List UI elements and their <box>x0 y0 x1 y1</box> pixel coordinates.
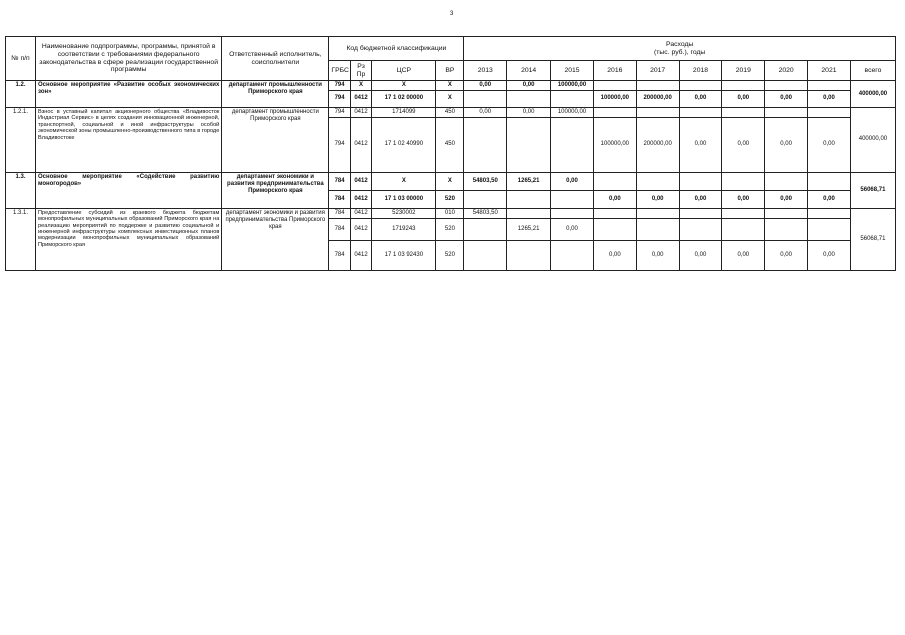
cell-grbs: 784 <box>329 240 350 270</box>
cell-csr: X <box>372 172 436 190</box>
row-name: Предоставление субсидий из краевого бюджета бюджетам монопрофильных муниципальных образований Приморского края на реализацию мероприятий по поддержке и развитию социальной и инженерной инфраструктуры комплексных инвестиционных планов модернизации монопрофильных муниципальных образований Приморского края <box>35 208 221 270</box>
cell-vr: X <box>436 172 464 190</box>
cell-empty <box>464 90 507 107</box>
row-executor: департамент промышленности Приморского края <box>222 81 329 108</box>
cell-empty <box>808 107 851 117</box>
row-number: 1.3. <box>6 172 36 208</box>
cell-empty <box>507 90 551 107</box>
header-row <box>6 37 896 61</box>
cell-empty <box>507 240 551 270</box>
cell-total: 400000,00 <box>850 81 895 108</box>
col-expenses <box>464 37 896 61</box>
cell-grbs: 794 <box>329 90 350 107</box>
cell-empty <box>507 117 551 172</box>
table-row <box>6 107 896 117</box>
cell-rzpr: 0412 <box>350 240 371 270</box>
cell-2014: 0,00 <box>507 81 551 91</box>
cell-empty <box>636 107 679 117</box>
col-year: 2014 <box>507 61 551 81</box>
cell-grbs: 784 <box>329 208 350 218</box>
cell-empty <box>551 90 594 107</box>
cell-2013: 54803,50 <box>464 172 507 190</box>
cell-2013: 54803,50 <box>464 208 507 218</box>
cell-empty <box>679 172 722 190</box>
cell-empty <box>593 208 636 218</box>
cell-empty <box>636 208 679 218</box>
cell-vr: 450 <box>436 107 464 117</box>
cell-2017: 200000,00 <box>636 117 679 172</box>
cell-empty <box>593 218 636 240</box>
cell-empty <box>464 117 507 172</box>
cell-2015: 0,00 <box>551 218 594 240</box>
cell-2014: 1265,21 <box>507 218 551 240</box>
cell-vr: X <box>436 81 464 91</box>
cell-2017: 0,00 <box>636 190 679 208</box>
cell-vr: 450 <box>436 117 464 172</box>
cell-2016: 0,00 <box>593 190 636 208</box>
cell-2021: 0,00 <box>808 240 851 270</box>
cell-2013: 0,00 <box>464 81 507 91</box>
cell-empty <box>636 81 679 91</box>
row-name: Основное мероприятие «Развитие особых экономических зон» <box>35 81 221 108</box>
cell-grbs: 794 <box>329 107 350 117</box>
cell-2020: 0,00 <box>765 90 808 107</box>
cell-rzpr: 0412 <box>350 107 371 117</box>
cell-empty <box>507 190 551 208</box>
cell-empty <box>722 218 765 240</box>
col-grbs: ГРБС <box>329 61 350 81</box>
col-total: всего <box>850 61 895 81</box>
cell-rzpr: 0412 <box>350 208 371 218</box>
cell-empty <box>636 172 679 190</box>
row-number: 1.2.1. <box>6 107 36 172</box>
col-year: 2015 <box>551 61 594 81</box>
cell-2016: 100000,00 <box>593 117 636 172</box>
cell-2018: 0,00 <box>679 190 722 208</box>
cell-2015: 0,00 <box>551 172 594 190</box>
cell-csr: 1714099 <box>372 107 436 117</box>
cell-grbs: 784 <box>329 218 350 240</box>
col-vr: ВР <box>436 61 464 81</box>
cell-empty <box>722 208 765 218</box>
cell-empty <box>765 107 808 117</box>
col-year: 2020 <box>765 61 808 81</box>
budget-table <box>5 36 896 271</box>
cell-empty <box>593 107 636 117</box>
table-row <box>6 81 896 91</box>
cell-2019: 0,00 <box>722 90 765 107</box>
cell-empty <box>551 208 594 218</box>
cell-empty <box>808 172 851 190</box>
cell-2020: 0,00 <box>765 190 808 208</box>
cell-csr: 17 1 02 00000 <box>372 90 436 107</box>
row-number: 1.2. <box>6 81 36 108</box>
cell-csr: 1719243 <box>372 218 436 240</box>
cell-2016: 100000,00 <box>593 90 636 107</box>
cell-rzpr: 0412 <box>350 172 371 190</box>
cell-grbs: 794 <box>329 117 350 172</box>
cell-empty <box>765 208 808 218</box>
col-rzpr: Рз Пр <box>350 61 371 81</box>
row-number: 1.3.1. <box>6 208 36 270</box>
cell-rzpr: 0412 <box>350 90 371 107</box>
col-year: 2018 <box>679 61 722 81</box>
cell-2016: 0,00 <box>593 240 636 270</box>
col-code-group: Код бюджетной классификации <box>329 37 464 61</box>
cell-2017: 0,00 <box>636 240 679 270</box>
cell-total: 400000,00 <box>850 107 895 172</box>
cell-empty <box>593 172 636 190</box>
cell-vr: 520 <box>436 190 464 208</box>
cell-rzpr: 0412 <box>350 117 371 172</box>
cell-csr: X <box>372 81 436 91</box>
cell-empty <box>722 81 765 91</box>
cell-rzpr: 0412 <box>350 218 371 240</box>
cell-empty <box>507 208 551 218</box>
cell-empty <box>679 107 722 117</box>
cell-empty <box>679 81 722 91</box>
cell-2019: 0,00 <box>722 240 765 270</box>
table-row <box>6 172 896 190</box>
cell-grbs: 784 <box>329 190 350 208</box>
col-exec: Ответственный исполнитель, соисполнители <box>222 37 329 81</box>
cell-vr: X <box>436 90 464 107</box>
cell-2019: 0,00 <box>722 190 765 208</box>
cell-empty <box>765 81 808 91</box>
cell-empty <box>765 218 808 240</box>
cell-rzpr: 0412 <box>350 190 371 208</box>
cell-2014: 1265,21 <box>507 172 551 190</box>
cell-csr: 17 1 03 00000 <box>372 190 436 208</box>
table-row <box>6 208 896 218</box>
col-year: 2013 <box>464 61 507 81</box>
cell-empty <box>464 240 507 270</box>
cell-empty <box>464 218 507 240</box>
cell-grbs: 784 <box>329 172 350 190</box>
expenses-subtitle: (тыс. руб.), годы <box>654 48 706 56</box>
cell-csr: 17 1 02 40990 <box>372 117 436 172</box>
row-executor: департамент экономики и развития предпринимательства Приморского края <box>222 172 329 208</box>
cell-vr: 010 <box>436 208 464 218</box>
cell-grbs: 794 <box>329 81 350 91</box>
cell-2021: 0,00 <box>808 117 851 172</box>
cell-2018: 0,00 <box>679 90 722 107</box>
cell-2015: 100000,00 <box>551 107 594 117</box>
row-executor: департамент промышленности Приморского края <box>222 107 329 172</box>
col-csr: ЦСР <box>372 61 436 81</box>
cell-2021: 0,00 <box>808 190 851 208</box>
cell-2015: 100000,00 <box>551 81 594 91</box>
row-name: Взнос в уставный капитал акционерного общества «Владивосток Индастриал Сервис» в целях создания инновационной инженерной, транспортной, социальной и иной инфраструктуры особой экономической зоны промышленно-производственного типа в городе Владивостоке <box>35 107 221 172</box>
cell-empty <box>808 208 851 218</box>
cell-empty <box>722 107 765 117</box>
cell-total: 56068,71 <box>850 172 895 208</box>
cell-rzpr: X <box>350 81 371 91</box>
cell-2017: 200000,00 <box>636 90 679 107</box>
cell-2021: 0,00 <box>808 90 851 107</box>
cell-empty <box>464 190 507 208</box>
cell-2020: 0,00 <box>765 117 808 172</box>
col-year: 2017 <box>636 61 679 81</box>
cell-empty <box>679 218 722 240</box>
row-executor: департамент экономики и развития предпринимательства Приморского края <box>222 208 329 270</box>
cell-2020: 0,00 <box>765 240 808 270</box>
cell-empty <box>765 172 808 190</box>
cell-csr: 5230002 <box>372 208 436 218</box>
cell-2018: 0,00 <box>679 240 722 270</box>
cell-total: 56068,71 <box>850 208 895 270</box>
cell-empty <box>551 117 594 172</box>
cell-csr: 17 1 03 92430 <box>372 240 436 270</box>
cell-vr: 520 <box>436 240 464 270</box>
cell-empty <box>551 240 594 270</box>
cell-2019: 0,00 <box>722 117 765 172</box>
cell-empty <box>636 218 679 240</box>
expenses-title: Расходы <box>666 40 694 48</box>
col-year: 2021 <box>808 61 851 81</box>
cell-empty <box>551 190 594 208</box>
col-year: 2019 <box>722 61 765 81</box>
cell-2014: 0,00 <box>507 107 551 117</box>
cell-vr: 520 <box>436 218 464 240</box>
page-number: 3 <box>450 11 454 17</box>
col-name: Наименование подпрограммы, программы, принятой в соответствии с требованиями федерального законодательства в сфере реализации государственной программы <box>35 37 221 81</box>
col-year: 2016 <box>593 61 636 81</box>
cell-empty <box>679 208 722 218</box>
col-num: № п/п <box>6 37 36 81</box>
cell-empty <box>808 81 851 91</box>
cell-empty <box>593 81 636 91</box>
cell-2018: 0,00 <box>679 117 722 172</box>
row-name: Основное мероприятие «Содействие развитию моногородов» <box>35 172 221 208</box>
cell-empty <box>808 218 851 240</box>
cell-2013: 0,00 <box>464 107 507 117</box>
cell-empty <box>722 172 765 190</box>
